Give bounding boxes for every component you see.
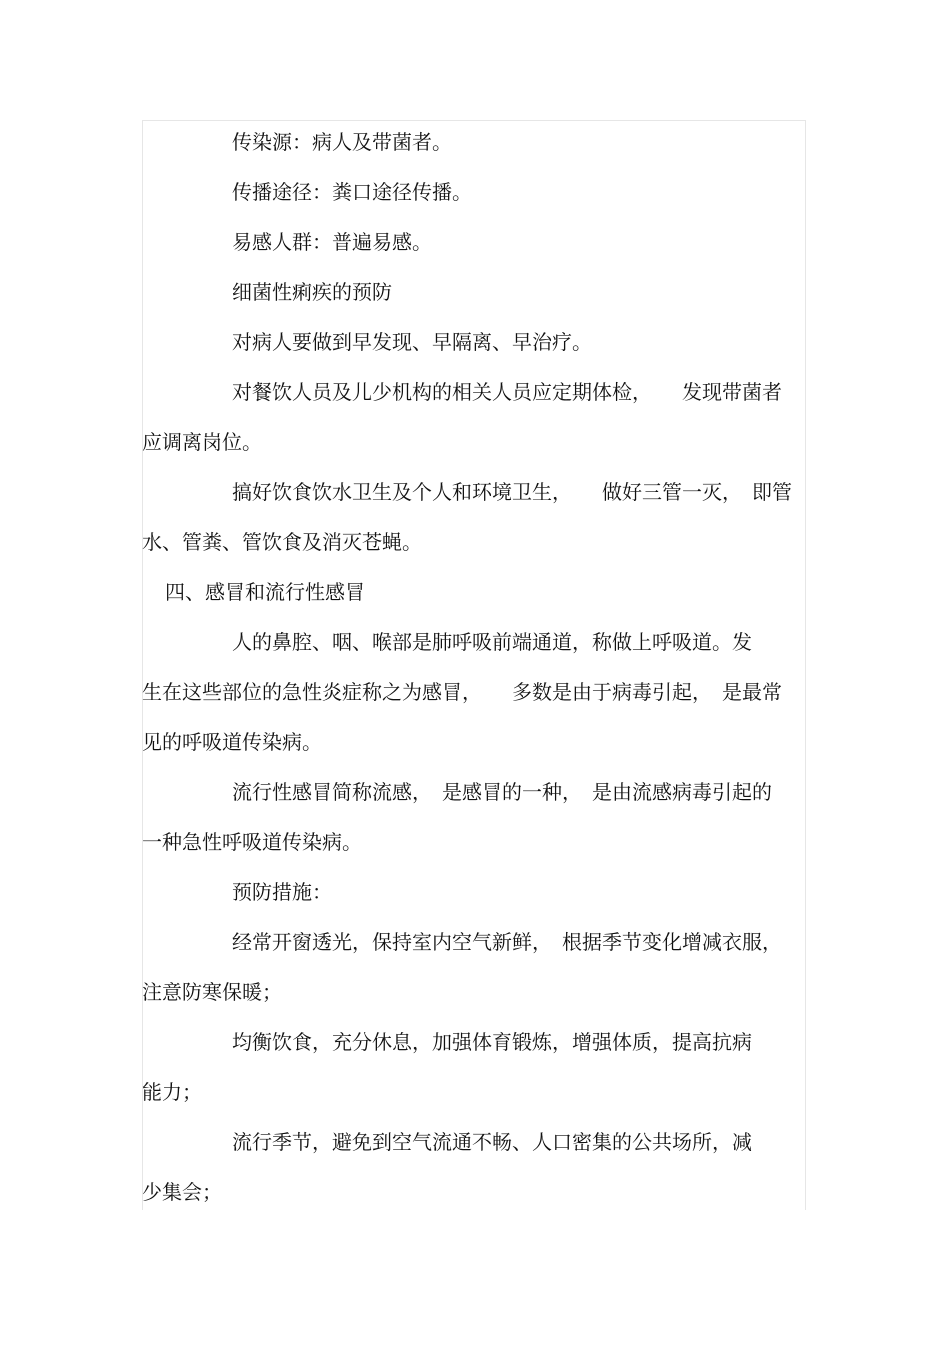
section-heading: 四、感冒和流行性感冒 (165, 580, 365, 604)
paragraph-line: 经常开窗透光，保持室内空气新鲜， 根据季节变化增减衣服， (232, 930, 782, 954)
paragraph-line: 流行季节，避免到空气流通不畅、人口密集的公共场所，减 (232, 1130, 752, 1154)
paragraph-line: 生在这些部位的急性炎症称之为感冒， 多数是由于病毒引起， 是最常 (142, 680, 782, 704)
paragraph-line: 对病人要做到早发现、早隔离、早治疗。 (232, 330, 592, 354)
paragraph-line: 见的呼吸道传染病。 (142, 730, 322, 754)
paragraph-line: 人的鼻腔、咽、喉部是肺呼吸前端通道，称做上呼吸道。发 (232, 630, 752, 654)
paragraph-line: 能力； (142, 1080, 202, 1104)
paragraph-line: 传播途径：粪口途径传播。 (232, 180, 472, 204)
paragraph-line: 注意防寒保暖； (142, 980, 282, 1004)
paragraph-line: 水、管粪、管饮食及消灭苍蝇。 (142, 530, 422, 554)
paragraph-line: 应调离岗位。 (142, 430, 262, 454)
paragraph-line: 少集会； (142, 1180, 222, 1204)
paragraph-line: 均衡饮食，充分休息，加强体育锻炼，增强体质，提高抗病 (232, 1030, 752, 1054)
paragraph-line: 传染源：病人及带菌者。 (232, 130, 452, 154)
paragraph-line: 搞好饮食饮水卫生及个人和环境卫生， 做好三管一灭， 即管 (232, 480, 792, 504)
paragraph-line: 一种急性呼吸道传染病。 (142, 830, 362, 854)
section-subheading: 细菌性痢疾的预防 (232, 280, 392, 304)
paragraph-line: 易感人群：普遍易感。 (232, 230, 432, 254)
paragraph-line: 流行性感冒简称流感， 是感冒的一种， 是由流感病毒引起的 (232, 780, 772, 804)
paragraph-line: 对餐饮人员及儿少机构的相关人员应定期体检， 发现带菌者 (232, 380, 782, 404)
paragraph-line: 预防措施： (232, 880, 332, 904)
